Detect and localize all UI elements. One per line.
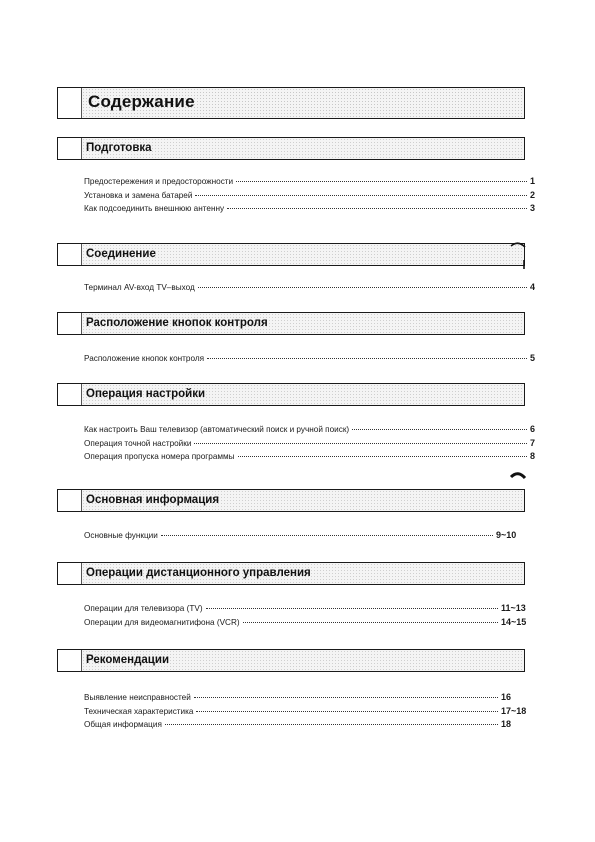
section-accent-bar bbox=[58, 650, 82, 671]
toc-entry-label: Основные функции bbox=[84, 531, 158, 540]
toc-entry-label: Расположение кнопок контроля bbox=[84, 354, 205, 363]
toc-entry-label: Выявление неисправностей bbox=[84, 693, 191, 702]
toc-entry[interactable] bbox=[84, 190, 544, 204]
section-recommendations bbox=[57, 649, 525, 733]
toc-entry-label: Техническая характеристика bbox=[84, 706, 194, 716]
toc-entry-page: 18 bbox=[501, 719, 512, 729]
toc-entry-page: 6 bbox=[530, 424, 536, 434]
toc-entry-label: Предостережения и предосторожности bbox=[84, 177, 234, 186]
section-title: Расположение кнопок контроля bbox=[86, 317, 268, 329]
dot-leader bbox=[207, 358, 527, 359]
toc-entry-page: 7 bbox=[530, 437, 536, 448]
toc-list bbox=[57, 176, 544, 217]
toc-entry-label: Операция пропуска номера программы bbox=[84, 452, 235, 461]
toc-entry[interactable] bbox=[84, 692, 539, 706]
section-title: Рекомендации bbox=[86, 654, 170, 666]
toc-entry-page: 4 bbox=[530, 282, 536, 292]
dot-leader bbox=[194, 697, 498, 698]
section-title: Основная информация bbox=[86, 494, 220, 506]
section-header bbox=[57, 312, 525, 335]
scan-mark-icon bbox=[508, 468, 528, 488]
toc-entry[interactable] bbox=[84, 617, 539, 631]
toc-entry-label: Операции для телевизора (TV) bbox=[84, 604, 203, 613]
toc-list bbox=[57, 282, 544, 296]
section-remote-control bbox=[57, 562, 525, 630]
title-accent-bar bbox=[58, 88, 82, 118]
toc-entry[interactable] bbox=[84, 438, 544, 452]
section-header bbox=[57, 383, 525, 406]
toc-entry[interactable] bbox=[84, 424, 544, 438]
toc-entry[interactable] bbox=[84, 451, 544, 465]
dot-leader bbox=[352, 429, 527, 430]
toc-entry-label: Установка и замена батарей bbox=[84, 190, 193, 200]
section-preparation bbox=[57, 137, 536, 217]
toc-entry-page: 1 bbox=[530, 176, 536, 186]
toc-entry[interactable] bbox=[84, 282, 544, 296]
toc-entry-label: Общая информация bbox=[84, 720, 162, 729]
toc-entry-label: Операция точной настройки bbox=[84, 438, 192, 448]
toc-entry-page: 14~15 bbox=[501, 616, 527, 627]
toc-entry-page: 8 bbox=[530, 451, 536, 461]
toc-entry[interactable] bbox=[84, 203, 544, 217]
toc-entry-label: Операции для видеомагнитифона (VCR) bbox=[84, 617, 240, 627]
dot-leader bbox=[194, 443, 527, 444]
section-connection bbox=[57, 243, 536, 296]
toc-entry-label: Как подсоединить внешнюю антенну bbox=[84, 204, 225, 213]
dot-leader bbox=[198, 287, 527, 288]
section-title: Подготовка bbox=[86, 142, 152, 154]
section-header bbox=[57, 649, 525, 672]
section-accent-bar bbox=[58, 563, 82, 584]
toc-entry[interactable] bbox=[84, 530, 534, 544]
section-title: Операция настройки bbox=[86, 388, 206, 400]
section-header bbox=[57, 562, 525, 585]
title-box bbox=[57, 87, 525, 119]
toc-entry[interactable] bbox=[84, 603, 539, 617]
dot-leader bbox=[243, 622, 498, 623]
toc-list bbox=[57, 530, 534, 544]
section-tuning bbox=[57, 383, 536, 465]
toc-entry-page: 3 bbox=[530, 203, 536, 213]
toc-list bbox=[57, 692, 539, 733]
toc-entry[interactable] bbox=[84, 176, 544, 190]
section-control-buttons bbox=[57, 312, 536, 367]
dot-leader bbox=[196, 711, 498, 712]
toc-entry-page: 9~10 bbox=[496, 530, 517, 540]
dot-leader bbox=[161, 535, 493, 536]
dot-leader bbox=[238, 456, 527, 457]
toc-entry-page: 2 bbox=[530, 189, 536, 200]
toc-entry-page: 17~18 bbox=[501, 705, 527, 716]
toc-entry[interactable] bbox=[84, 719, 539, 733]
page-title: Содержание bbox=[88, 92, 195, 111]
dot-leader bbox=[227, 208, 527, 209]
toc-entry-page: 5 bbox=[530, 353, 536, 363]
section-title: Операции дистанционного управления bbox=[86, 567, 311, 579]
dot-leader bbox=[195, 195, 527, 196]
toc-entry[interactable] bbox=[84, 353, 544, 367]
section-basic-info bbox=[57, 489, 525, 544]
toc-entry[interactable] bbox=[84, 706, 539, 720]
section-header bbox=[57, 243, 525, 266]
section-header bbox=[57, 489, 525, 512]
dot-leader bbox=[236, 181, 527, 182]
section-accent-bar bbox=[58, 384, 82, 405]
scan-mark-icon bbox=[508, 238, 528, 272]
toc-entry-page: 16 bbox=[501, 692, 512, 702]
section-accent-bar bbox=[58, 313, 82, 334]
toc-entry-label: Как настроить Ваш телевизор (автоматический поиск и ручной поиск) bbox=[84, 425, 350, 434]
toc-entry-page: 11~13 bbox=[501, 603, 526, 613]
dot-leader bbox=[206, 608, 498, 609]
toc-list bbox=[57, 424, 544, 465]
dot-leader bbox=[165, 724, 498, 725]
section-accent-bar bbox=[58, 490, 82, 511]
toc-list bbox=[57, 353, 544, 367]
section-header bbox=[57, 137, 525, 160]
section-title: Соединение bbox=[86, 248, 156, 260]
toc-entry-label: Терминал AV-вход TV–выход bbox=[84, 283, 195, 292]
section-accent-bar bbox=[58, 244, 82, 265]
toc-list bbox=[57, 603, 539, 630]
section-accent-bar bbox=[58, 138, 82, 159]
